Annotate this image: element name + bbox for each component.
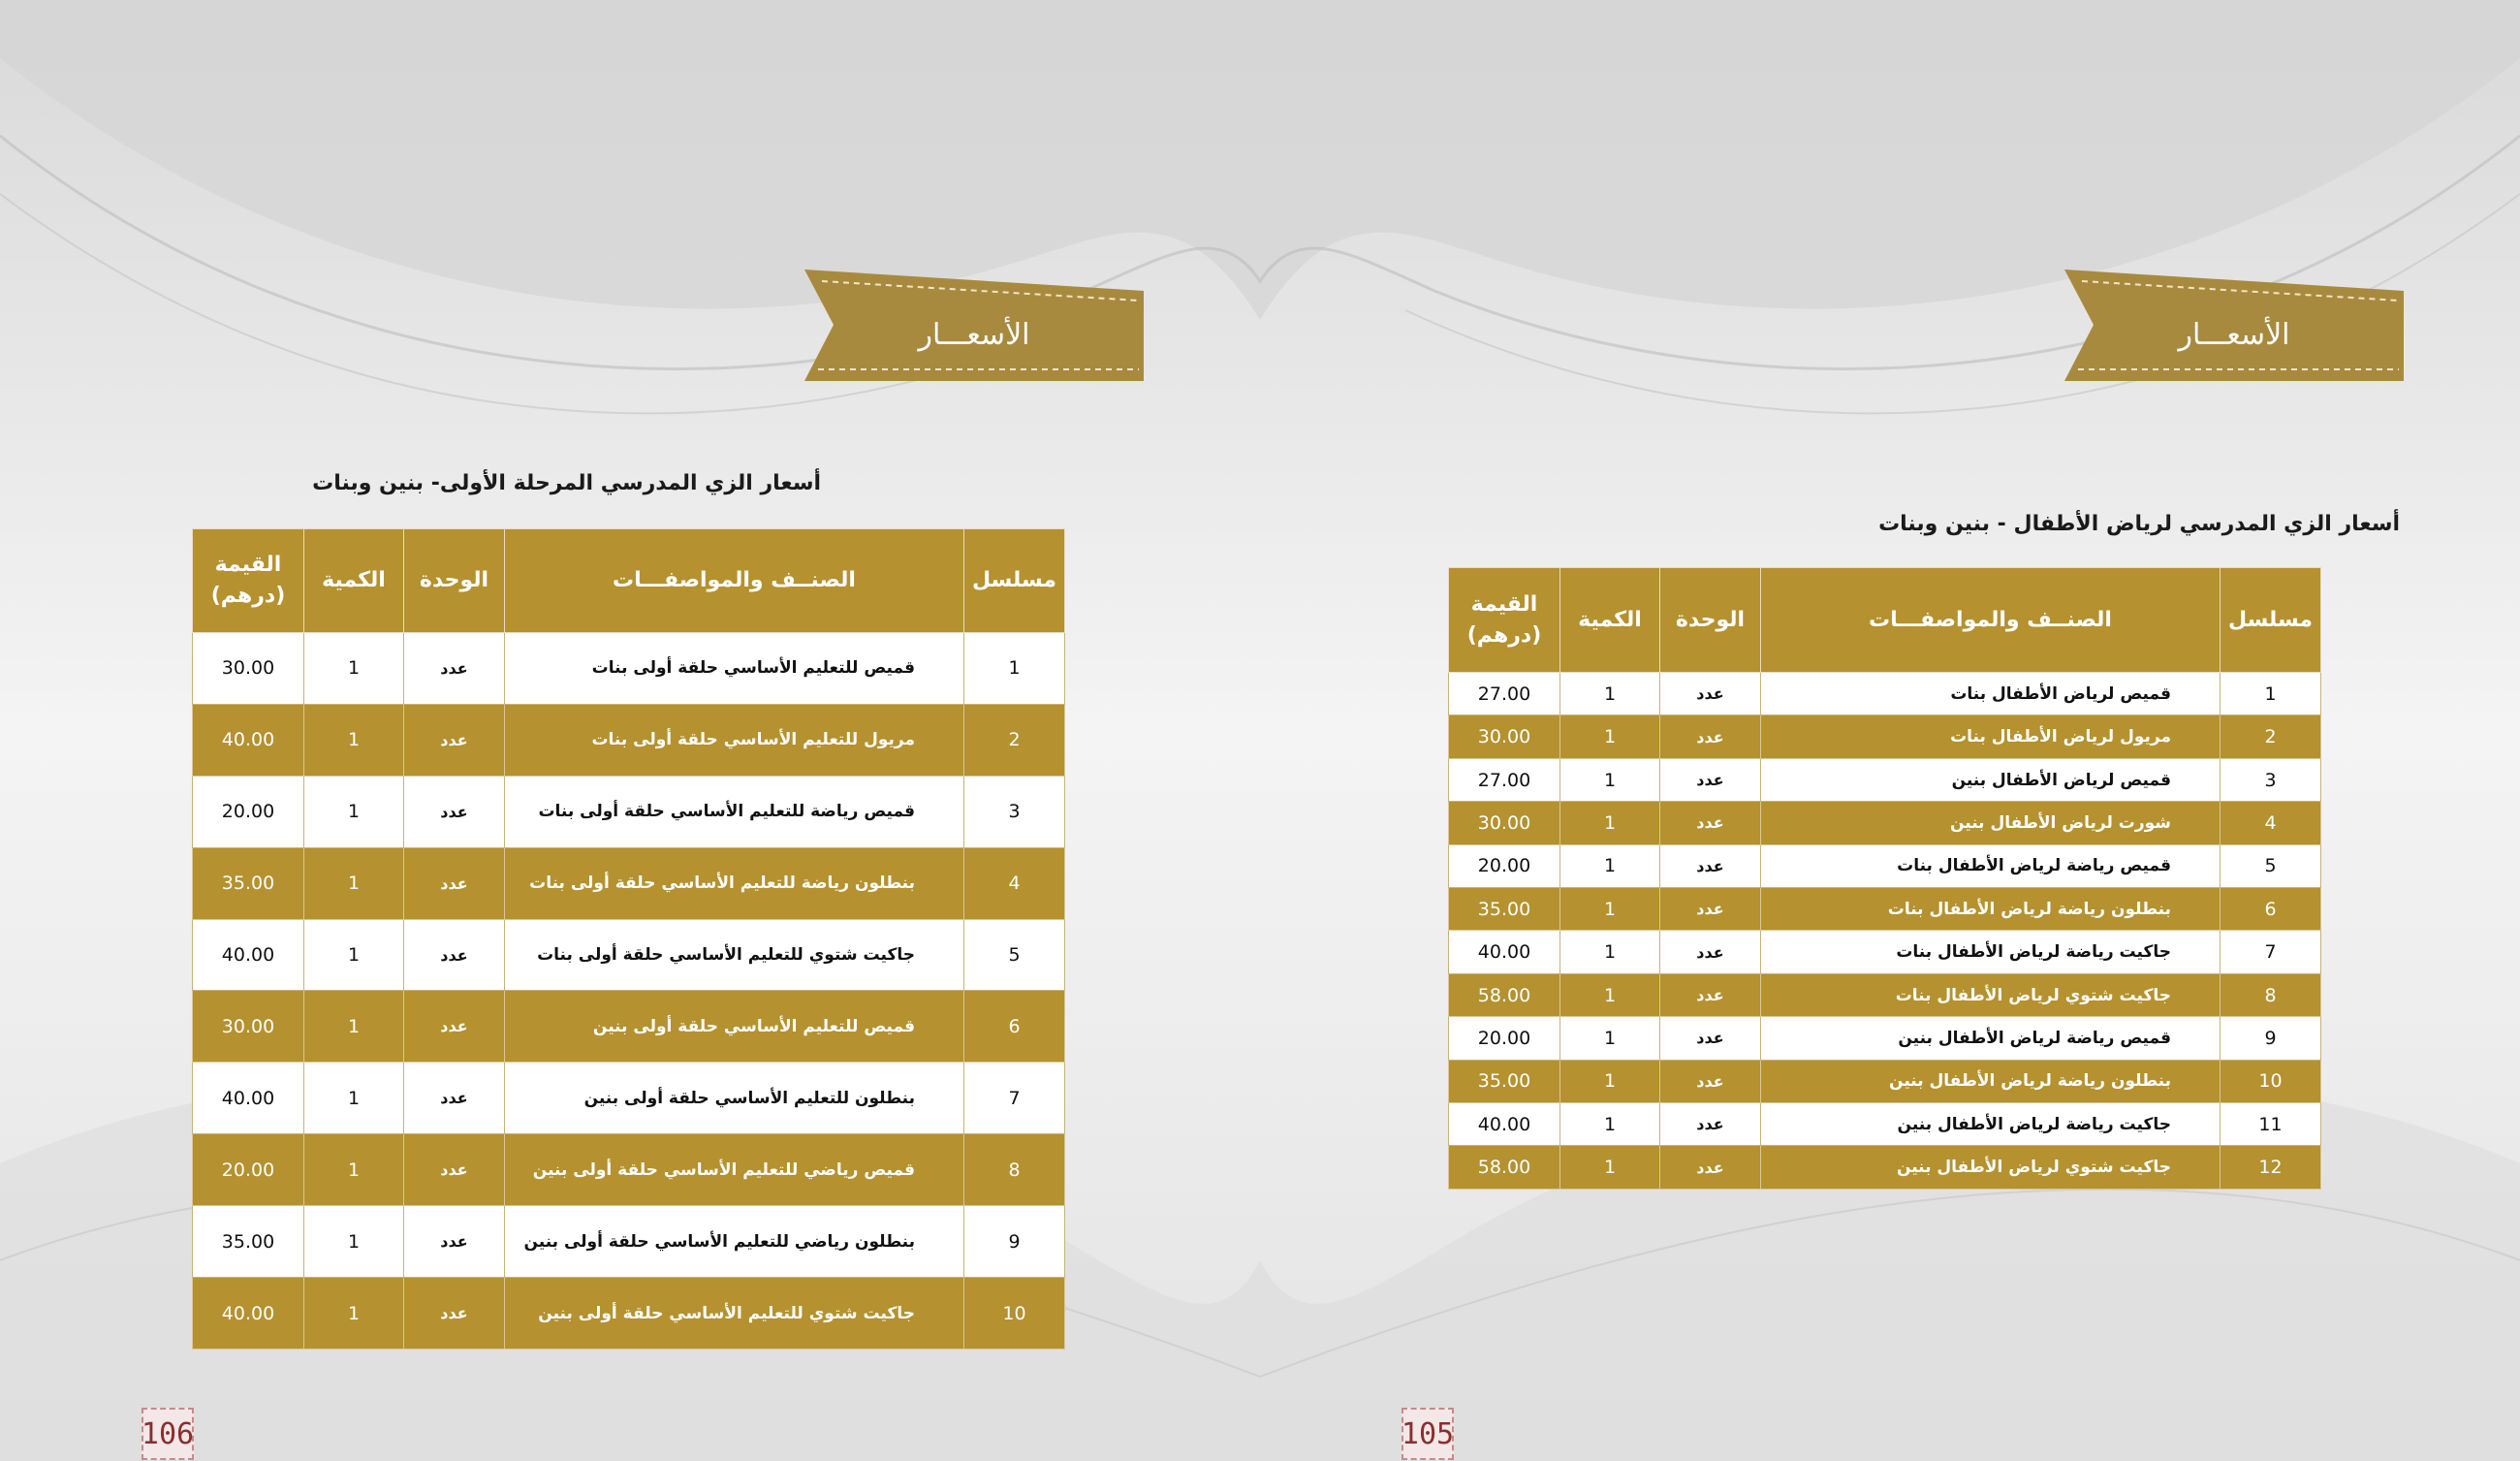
description-cell: بنطلون رياضي للتعليم الأساسي حلقة أولى بنين [505,1206,964,1278]
serial-cell: 1 [2221,673,2321,715]
description-cell: قميص للتعليم الأساسي حلقة أولى بنات [505,633,964,705]
value-cell: 40.00 [193,1063,304,1134]
description-cell: جاكيت شتوي لرياض الأطفال بنات [1761,973,2221,1016]
table-row [1449,758,2321,801]
table-header-row [1449,568,2321,673]
value-cell: 58.00 [1449,973,1560,1016]
serial-cell: 10 [2221,1060,2321,1102]
unit-cell: عدد [1660,1146,1761,1190]
value-cell: 30.00 [1449,802,1560,844]
serial-cell: 5 [2221,844,2321,887]
unit-cell: عدد [404,1134,505,1206]
description-cell: جاكيت شتوي للتعليم الأساسي حلقة أولى بنات [505,919,964,991]
header-unit: الوحدة [404,529,505,633]
qty-cell: 1 [1560,715,1660,758]
table-row [193,919,1065,991]
description-cell: جاكيت رياضة لرياض الأطفال بنين [1761,1103,2221,1146]
header-description: الصنــف والمواصفـــات [1761,568,2221,673]
qty-cell: 1 [304,1206,404,1278]
value-cell: 35.00 [1449,1060,1560,1102]
qty-cell: 1 [304,776,404,847]
table-row [1449,844,2321,887]
unit-cell: عدد [404,1278,505,1350]
qty-cell: 1 [304,991,404,1063]
table-row [193,1134,1065,1206]
value-cell: 20.00 [1449,844,1560,887]
uniform-prices-table [192,528,1065,1350]
serial-cell: 4 [2221,802,2321,844]
value-cell: 40.00 [1449,931,1560,973]
header-serial: مسلسل [2221,568,2321,673]
table-row [1449,973,2321,1016]
qty-cell: 1 [1560,1017,1660,1060]
qty-cell: 1 [304,919,404,991]
table-row [1449,715,2321,758]
table-row [193,1206,1065,1278]
unit-cell: عدد [1660,844,1761,887]
unit-cell: عدد [1660,931,1761,973]
unit-cell: عدد [1660,1017,1761,1060]
description-cell: قميص رياضة لرياض الأطفال بنات [1761,844,2221,887]
value-cell: 40.00 [1449,1103,1560,1146]
value-cell: 35.00 [193,847,304,919]
header-value-label: القيمة [214,553,282,578]
description-cell: مريول للتعليم الأساسي حلقة أولى بنات [505,704,964,776]
qty-cell: 1 [1560,1146,1660,1190]
serial-cell: 2 [964,704,1065,776]
value-cell: 40.00 [193,704,304,776]
header-value-unit: (درهم) [210,584,286,608]
unit-cell: عدد [1660,673,1761,715]
qty-cell: 1 [1560,758,1660,801]
header-value-unit: (درهم) [1466,622,1542,648]
header-description: الصنــف والمواصفـــات [505,529,964,633]
ribbon-label: الأسعـــار [918,318,1030,352]
qty-cell: 1 [1560,1060,1660,1102]
header-serial: مسلسل [964,529,1065,633]
description-cell: قميص رياضة لرياض الأطفال بنين [1761,1017,2221,1060]
unit-cell: عدد [1660,758,1761,801]
unit-cell: عدد [404,704,505,776]
description-cell: بنطلون رياضة لرياض الأطفال بنين [1761,1060,2221,1102]
description-cell: بنطلون للتعليم الأساسي حلقة أولى بنين [505,1063,964,1134]
value-cell: 35.00 [1449,888,1560,931]
value-cell: 35.00 [193,1206,304,1278]
qty-cell: 1 [1560,888,1660,931]
header-value [1449,568,1560,673]
qty-cell: 1 [1560,673,1660,715]
right-page [1260,0,2520,1461]
qty-cell: 1 [1560,931,1660,973]
unit-cell: عدد [404,1063,505,1134]
table-header-row [193,529,1065,633]
uniform-prices-table [1448,567,2321,1190]
unit-cell: عدد [404,991,505,1063]
table-row [1449,1017,2321,1060]
unit-cell: عدد [1660,715,1761,758]
table-row [193,633,1065,705]
table-row [1449,931,2321,973]
unit-cell: عدد [404,1206,505,1278]
description-cell: جاكيت شتوي لرياض الأطفال بنين [1761,1146,2221,1190]
header-qty: الكمية [1560,568,1660,673]
serial-cell: 10 [964,1278,1065,1350]
table-row [193,704,1065,776]
header-value-label: القيمة [1470,591,1538,617]
table-row [1449,888,2321,931]
serial-cell: 2 [2221,715,2321,758]
table-row [193,991,1065,1063]
qty-cell: 1 [304,847,404,919]
table-row [1449,1060,2321,1102]
value-cell: 30.00 [1449,715,1560,758]
table-row [1449,1103,2321,1146]
unit-cell: عدد [1660,1103,1761,1146]
table-row [193,847,1065,919]
unit-cell: عدد [404,847,505,919]
serial-cell: 5 [964,919,1065,991]
description-cell: شورت لرياض الأطفال بنين [1761,802,2221,844]
table-row [193,776,1065,847]
table-title: أسعار الزي المدرسي المرحلة الأولى- بنين وبنات [312,471,821,495]
value-cell: 30.00 [193,633,304,705]
description-cell: قميص للتعليم الأساسي حلقة أولى بنين [505,991,964,1063]
description-cell: جاكيت شتوي للتعليم الأساسي حلقة أولى بنين [505,1278,964,1350]
serial-cell: 3 [964,776,1065,847]
unit-cell: عدد [404,919,505,991]
prices-ribbon [804,270,1144,381]
table-row [1449,1146,2321,1190]
serial-cell: 7 [964,1063,1065,1134]
serial-cell: 9 [2221,1017,2321,1060]
description-cell: بنطلون رياضة للتعليم الأساسي حلقة أولى بنات [505,847,964,919]
description-cell: قميص رياضة للتعليم الأساسي حلقة أولى بنات [505,776,964,847]
value-cell: 20.00 [193,776,304,847]
qty-cell: 1 [304,1063,404,1134]
qty-cell: 1 [1560,802,1660,844]
serial-cell: 12 [2221,1146,2321,1190]
qty-cell: 1 [304,704,404,776]
table-title: أسعار الزي المدرسي لرياض الأطفال - بنين وبنات [1878,512,2400,536]
prices-ribbon [2064,270,2404,381]
serial-cell: 9 [964,1206,1065,1278]
unit-cell: عدد [404,633,505,705]
table-row [193,1278,1065,1350]
qty-cell: 1 [304,633,404,705]
description-cell: جاكيت رياضة لرياض الأطفال بنات [1761,931,2221,973]
header-qty: الكمية [304,529,404,633]
header-value [193,529,304,633]
serial-cell: 6 [964,991,1065,1063]
qty-cell: 1 [304,1134,404,1206]
serial-cell: 11 [2221,1103,2321,1146]
value-cell: 58.00 [1449,1146,1560,1190]
header-unit: الوحدة [1660,568,1761,673]
serial-cell: 7 [2221,931,2321,973]
unit-cell: عدد [1660,1060,1761,1102]
unit-cell: عدد [1660,802,1761,844]
table-row [1449,802,2321,844]
value-cell: 40.00 [193,919,304,991]
qty-cell: 1 [1560,844,1660,887]
table-row [1449,673,2321,715]
value-cell: 20.00 [193,1134,304,1206]
serial-cell: 8 [2221,973,2321,1016]
serial-cell: 4 [964,847,1065,919]
description-cell: مريول لرياض الأطفال بنات [1761,715,2221,758]
qty-cell: 1 [1560,973,1660,1016]
value-cell: 40.00 [193,1278,304,1350]
serial-cell: 3 [2221,758,2321,801]
table-row [193,1063,1065,1134]
description-cell: قميص لرياض الأطفال بنين [1761,758,2221,801]
serial-cell: 6 [2221,888,2321,931]
ribbon-label: الأسعـــار [2178,318,2290,352]
qty-cell: 1 [304,1278,404,1350]
value-cell: 30.00 [193,991,304,1063]
unit-cell: عدد [1660,888,1761,931]
description-cell: قميص لرياض الأطفال بنات [1761,673,2221,715]
page-number: 106 [142,1408,194,1460]
page-number: 105 [1402,1408,1454,1460]
description-cell: قميص رياضي للتعليم الأساسي حلقة أولى بنين [505,1134,964,1206]
serial-cell: 1 [964,633,1065,705]
unit-cell: عدد [404,776,505,847]
unit-cell: عدد [1660,973,1761,1016]
description-cell: بنطلون رياضة لرياض الأطفال بنات [1761,888,2221,931]
value-cell: 27.00 [1449,758,1560,801]
serial-cell: 8 [964,1134,1065,1206]
qty-cell: 1 [1560,1103,1660,1146]
value-cell: 20.00 [1449,1017,1560,1060]
value-cell: 27.00 [1449,673,1560,715]
